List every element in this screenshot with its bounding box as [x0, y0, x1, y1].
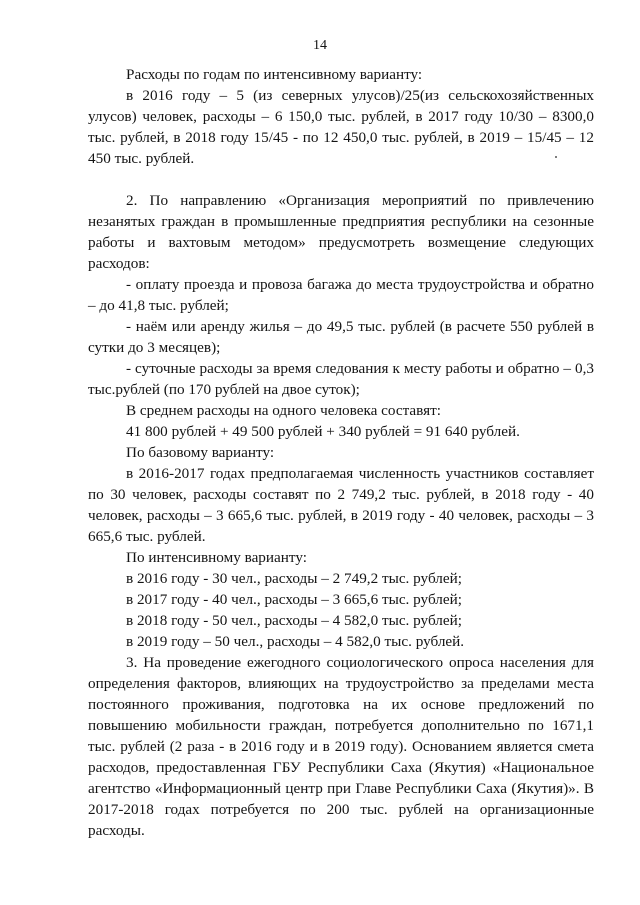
paragraph-daily-allowance: - суточные расходы за время следования к месту работы и обратно – 0,3 тыс.рублей (по 170 рублей на двое суток);	[88, 360, 594, 398]
paragraph-intensive-years: в 2016 году – 5 (из северных улусов)/25(из сельскохозяйственных улусов) человек, расходы – 6 150,0 тыс. рублей, в 2017 году 10/30 – 8300,0 тыс. рублей, в 2018 году 15/45 - по 12 450,0 тыс. рублей, в 2019 – 15/45 – 12 450 тыс. рублей.	[88, 87, 594, 167]
paragraph-direction-2: 2. По направлению «Организация мероприятий по привлечению незанятых граждан в промышленные предприятия республики на сезонные работы и вахтовым методом» предусмотреть возмещение следующих расходов:	[88, 192, 594, 272]
paragraph-base-years: в 2016-2017 годах предполагаемая численность участников составляет по 30 человек, расходы составят по 2 749,2 тыс. рублей, в 2018 году - 40 человек, расходы – 3 665,6 тыс. рублей, в 2019 году - 40 человек, расходы – 3 665,6 тыс. рублей.	[88, 465, 594, 545]
paragraph-cost-sum: 41 800 рублей + 49 500 рублей + 340 рублей = 91 640 рублей.	[126, 423, 520, 440]
paragraph-intensive-heading: Расходы по годам по интенсивному варианту:	[126, 66, 423, 83]
paragraph-year-2017: в 2017 году - 40 чел., расходы – 3 665,6 тыс. рублей;	[126, 591, 462, 608]
paragraph-direction-3: 3. На проведение ежегодного социологического опроса населения для определения факторов, влияющих на трудоустройство за пределами места постоянного проживания, подготовка на их основе предложений по повышению мобильности граждан, потребуется дополнительно по 1671,1 тыс. рублей (2 раза - в 2016 году и в 2019 году). Основанием является смета расходов, предоставленная ГБУ Республики Саха (Якутия) «Национальное агентство «Информационный центр при Главе Республики Саха (Якутия)». В 2017-2018 годах потребуется по 200 тыс. рублей на организационные расходы.	[88, 654, 594, 839]
page-number: 14	[313, 38, 327, 53]
paragraph-travel-costs: - оплату проезда и провоза багажа до места трудоустройства и обратно – до 41,8 тыс. рублей;	[88, 276, 594, 314]
paragraph-average-cost: В среднем расходы на одного человека составят:	[126, 402, 441, 419]
document-body	[88, 64, 594, 841]
paragraph-year-2019: в 2019 году – 50 чел., расходы – 4 582,0 тыс. рублей.	[126, 633, 465, 650]
paragraph-year-2016: в 2016 году - 30 чел., расходы – 2 749,2 тыс. рублей;	[126, 570, 462, 587]
paragraph-gap	[88, 169, 594, 190]
paragraph-intensive-variant: По интенсивному варианту:	[126, 549, 307, 566]
paragraph-year-2018: в 2018 году - 50 чел., расходы – 4 582,0 тыс. рублей;	[126, 612, 462, 629]
paragraph-housing-costs: - наём или аренду жилья – до 49,5 тыс. рублей (в расчете 550 рублей в сутки до 3 месяцев);	[88, 318, 594, 356]
paragraph-base-variant: По базовому варианту:	[126, 444, 275, 461]
